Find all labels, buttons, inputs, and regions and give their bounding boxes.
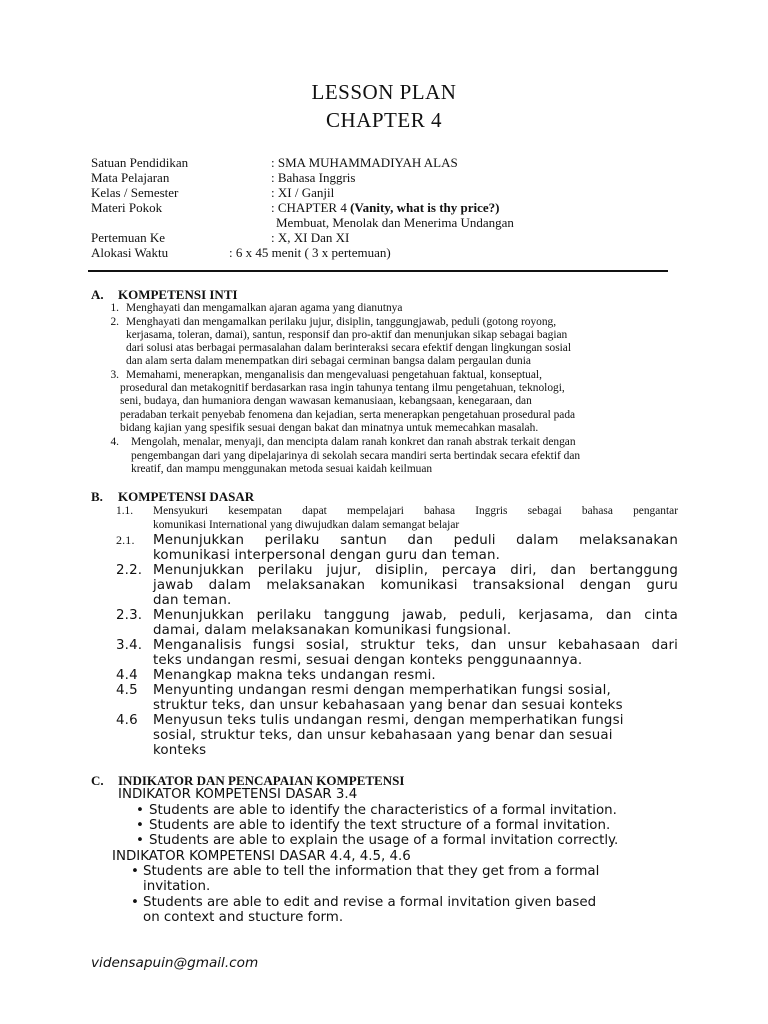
list-item-line: Menghayati dan mengamalkan perilaku jujur, disiplin, tanggungjawab, peduli (gotong royong, — [126, 316, 557, 328]
bullet: • — [131, 895, 139, 910]
indikator-item: Students are able to identify the text structure of a formal invitation. — [149, 818, 611, 833]
kd-line: komunikasi International yang diwujudkan dalam semangat belajar — [153, 519, 460, 531]
section-title: INDIKATOR DAN PENCAPAIAN KOMPETENSI — [118, 773, 405, 788]
meta-label: Alokasi Waktu — [91, 245, 169, 260]
list-item-line: dari solusi atas berbagai permasalahan dalam berinteraksi secara efektif dengan lingkungan sosial — [126, 342, 572, 354]
kd-line: konteks — [153, 743, 207, 758]
list-number: 1. — [110, 302, 119, 314]
kd-number: 4.6 — [116, 713, 138, 728]
kd-line: struktur teks, dan unsur kebahasaan yang benar dan sesuai konteks — [153, 698, 623, 713]
list-item-line: prosedural dan metakognitif berdasarkan rasa ingin tahunya tentang ilmu pengetahuan, teknologi, — [120, 382, 565, 394]
list-item-line: pengembangan dari yang dipelajarinya di sekolah secara mandiri serta bertindak secara efektif dan — [131, 450, 581, 462]
meta-value: : 6 x 45 menit ( 3 x pertemuan) — [229, 245, 391, 260]
kd-number: 4.4 — [116, 668, 138, 683]
list-item-line: bidang kajian yang spesifik sesuai dengan bakat dan minatnya untuk memecahkan masalah. — [120, 422, 539, 434]
section-letter: C. — [91, 773, 104, 788]
list-item-line: kerjasama, toleran, damai), santun, responsif dan pro-aktif dan menunjukan sikap sebagai bagian — [126, 329, 568, 341]
indikator-item: Students are able to explain the usage of a formal invitation correctly. — [149, 833, 619, 848]
bullet: • — [136, 833, 144, 848]
indikator-group-title: INDIKATOR KOMPETENSI DASAR 4.4, 4.5, 4.6 — [112, 849, 411, 864]
list-item-line: dan alam serta dalam menempatkan diri sebagai cerminan bangsa dalam pergaulan dunia — [126, 355, 531, 367]
kd-number: 3.4. — [116, 638, 143, 653]
meta-label: Pertemuan Ke — [91, 230, 166, 245]
meta-value: : XI / Ganjil — [271, 185, 335, 200]
materi-bold: (Vanity, what is thy price?) — [350, 200, 500, 215]
kd-number: 2.2. — [116, 563, 143, 578]
indikator-group-title: INDIKATOR KOMPETENSI DASAR 3.4 — [118, 787, 358, 802]
kd-number: 2.1. — [116, 533, 135, 547]
kd-line: sosial, struktur teks, dan unsur kebahasaan yang benar dan sesuai — [153, 728, 613, 743]
list-item-line: Memahami, menerapkan, menganalisis dan mengevaluasi pengetahuan faktual, konseptual, — [126, 369, 542, 381]
kd-line: komunikasi interpersonal dengan guru dan teman. — [153, 548, 501, 563]
meta-value: : Bahasa Inggris — [271, 170, 356, 185]
section-title: KOMPETENSI DASAR — [118, 489, 255, 504]
meta-label: Mata Pelajaran — [91, 170, 170, 185]
document-title: LESSON PLAN — [311, 80, 457, 104]
meta-label: Kelas / Semester — [91, 185, 179, 200]
list-item-line: Mengolah, menalar, menyaji, dan mencipta dalam ranah konkret dan ranah abstrak terkait dengan — [131, 436, 576, 448]
kd-line: Menangkap makna teks undangan resmi. — [153, 668, 436, 683]
section-letter: A. — [91, 287, 104, 302]
kd-number: 1.1. — [116, 505, 134, 517]
bullet: • — [131, 864, 139, 879]
indikator-item-continued: invitation. — [143, 879, 211, 894]
kd-line: Menyunting undangan resmi dengan memperhatikan fungsi sosial, — [153, 683, 611, 698]
list-item-line: Menghayati dan mengamalkan ajaran agama yang dianutnya — [126, 302, 403, 314]
kd-number: 4.5 — [116, 683, 138, 698]
kd-line: Mensyukuri kesempatan dapat mempelajari bahasa Inggris sebagai bahasa pengantar — [153, 505, 678, 517]
kd-line: Menunjukkan perilaku jujur, disiplin, percaya diri, dan bertanggung — [153, 563, 678, 578]
kd-line: dan teman. — [153, 593, 232, 608]
kd-line: jawab dalam melaksanakan komunikasi transaksional dengan guru — [153, 578, 678, 593]
list-number: 3. — [110, 369, 119, 381]
bullet: • — [136, 818, 144, 833]
kd-line: teks undangan resmi, sesuai dengan konteks penggunaannya. — [153, 653, 583, 668]
meta-value: : SMA MUHAMMADIYAH ALAS — [271, 155, 458, 170]
list-item-line: kreatif, dan mampu menggunakan metoda sesuai kaidah keilmuan — [131, 463, 433, 475]
section-title: KOMPETENSI INTI — [118, 287, 238, 302]
list-item-line: seni, budaya, dan humaniora dengan wawasan kemanusiaan, kebangsaan, kenegaraan, dan — [120, 395, 532, 407]
kd-line: Menganalisis fungsi sosial, struktur teks, dan unsur kebahasaan dari — [153, 638, 678, 653]
meta-label: Satuan Pendidikan — [91, 155, 189, 170]
kd-line: Menyusun teks tulis undangan resmi, dengan memperhatikan fungsi — [153, 713, 624, 728]
section-letter: B. — [91, 489, 103, 504]
kd-line: Menunjukkan perilaku santun dan peduli dalam melaksanakan — [153, 533, 678, 548]
kd-line: damai, dalam melaksanakan komunikasi fungsional. — [153, 623, 512, 638]
list-number: 4. — [110, 436, 119, 448]
divider — [88, 270, 668, 272]
indikator-item-continued: on context and stucture form. — [143, 910, 344, 925]
indikator-item: Students are able to identify the characteristics of a formal invitation. — [149, 803, 617, 818]
indikator-item: Students are able to tell the information that they get from a formal — [143, 864, 600, 879]
meta-value — [271, 200, 499, 216]
meta-value: : X, XI Dan XI — [271, 230, 350, 245]
list-number: 2. — [110, 316, 119, 328]
kd-number: 2.3. — [116, 608, 143, 623]
chapter-title: CHAPTER 4 — [326, 108, 442, 132]
footer-email: vidensapuin@gmail.com — [91, 955, 259, 971]
indikator-item: Students are able to edit and revise a formal invitation given based — [143, 895, 597, 910]
materi-prefix: : CHAPTER 4 — [271, 200, 351, 215]
bullet: • — [136, 803, 144, 818]
meta-value-continued: Membuat, Menolak dan Menerima Undangan — [276, 215, 514, 230]
kd-line: Menunjukkan perilaku tanggung jawab, peduli, kerjasama, dan cinta — [153, 608, 678, 623]
meta-label: Materi Pokok — [91, 200, 163, 215]
list-item-line: peradaban terkait penyebab fenomena dan kejadian, serta menerapkan pengetahuan prosedural pada — [120, 409, 576, 421]
